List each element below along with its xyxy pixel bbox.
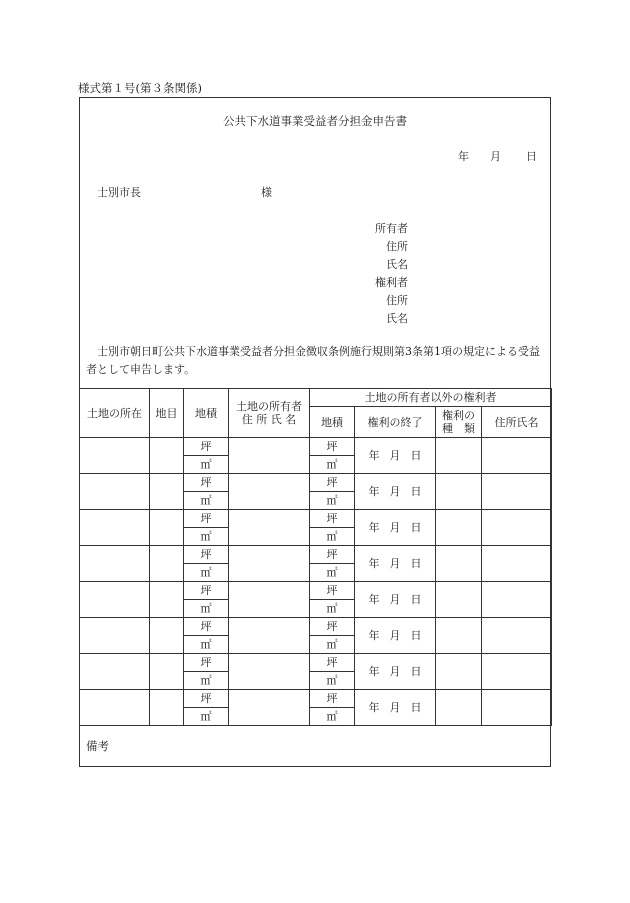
table-row — [80, 546, 552, 564]
area-tsubo-cell[interactable]: 坪 — [184, 690, 229, 708]
header-rights-type-line1: 権利の — [442, 409, 475, 422]
area-tsubo-cell[interactable]: 坪 — [184, 654, 229, 672]
rh-area-sqm-cell[interactable]: ㎡ — [310, 456, 355, 474]
owner-cell[interactable] — [229, 546, 310, 582]
rights-type-cell[interactable] — [436, 690, 482, 726]
header-lot-number: 地目 — [150, 389, 184, 438]
date-year: 年 — [458, 150, 469, 163]
form-number: 様式第１号(第３条関係) — [78, 81, 202, 95]
rh-area-tsubo-cell[interactable]: 坪 — [310, 582, 355, 600]
table-row — [80, 582, 552, 600]
form-title: 公共下水道事業受益者分担金申告書 — [223, 114, 407, 128]
header-land-location: 土地の所在 — [80, 389, 150, 438]
lot-number-cell[interactable] — [150, 690, 184, 726]
address-name-cell[interactable] — [482, 582, 552, 618]
table-row — [80, 474, 552, 492]
area-sqm-cell[interactable]: ㎡ — [184, 492, 229, 510]
table-row — [80, 510, 552, 528]
rh-area-tsubo-cell[interactable]: 坪 — [310, 546, 355, 564]
land-table — [79, 388, 552, 726]
area-sqm-cell[interactable]: ㎡ — [184, 708, 229, 726]
rh-area-sqm-cell[interactable]: ㎡ — [310, 708, 355, 726]
area-tsubo-cell[interactable]: 坪 — [184, 582, 229, 600]
land-location-cell[interactable] — [80, 438, 150, 474]
rh-area-sqm-cell[interactable]: ㎡ — [310, 672, 355, 690]
rights-end-year: 年 — [368, 521, 380, 534]
rights-end-month: 月 — [389, 521, 401, 534]
owner-name-label: 氏名 — [386, 258, 408, 271]
area-tsubo-cell[interactable]: 坪 — [184, 618, 229, 636]
land-location-cell[interactable] — [80, 546, 150, 582]
header-owner-line1: 土地の所有者 — [236, 400, 302, 413]
rh-area-tsubo-cell[interactable]: 坪 — [310, 438, 355, 456]
header-area: 地積 — [184, 389, 229, 438]
lot-number-cell[interactable] — [150, 438, 184, 474]
address-name-cell[interactable] — [482, 510, 552, 546]
address-name-cell[interactable] — [482, 618, 552, 654]
rights-end-day: 日 — [410, 629, 422, 642]
area-sqm-cell[interactable]: ㎡ — [184, 528, 229, 546]
address-name-cell[interactable] — [482, 546, 552, 582]
table-row — [80, 690, 552, 708]
owner-label: 所有者 — [375, 222, 408, 235]
lot-number-cell[interactable] — [150, 654, 184, 690]
owner-cell[interactable] — [229, 474, 310, 510]
header-address-name: 住所氏名 — [482, 407, 552, 438]
date-day: 日 — [526, 150, 537, 163]
rights-end-month: 月 — [389, 629, 401, 642]
rh-area-tsubo-cell[interactable]: 坪 — [310, 510, 355, 528]
rights-type-cell[interactable] — [436, 474, 482, 510]
date-month: 月 — [490, 150, 501, 163]
land-location-cell[interactable] — [80, 510, 150, 546]
area-sqm-cell[interactable]: ㎡ — [184, 636, 229, 654]
rights-end-year: 年 — [368, 557, 380, 570]
lot-number-cell[interactable] — [150, 618, 184, 654]
address-name-cell[interactable] — [482, 474, 552, 510]
header-owner — [229, 389, 310, 438]
header-other-rights-holder: 土地の所有者以外の権利者 — [310, 389, 552, 407]
rh-area-tsubo-cell[interactable]: 坪 — [310, 654, 355, 672]
rights-end-month: 月 — [389, 449, 401, 462]
rights-end-month: 月 — [389, 557, 401, 570]
owner-cell[interactable] — [229, 582, 310, 618]
rights-type-cell[interactable] — [436, 582, 482, 618]
rights-end-day: 日 — [410, 701, 422, 714]
owner-cell[interactable] — [229, 510, 310, 546]
table-row — [80, 654, 552, 672]
rights-end-date-cell[interactable] — [355, 582, 436, 618]
rights-end-month: 月 — [389, 665, 401, 678]
header-rh-area: 地積 — [310, 407, 355, 438]
rights-end-year: 年 — [368, 701, 380, 714]
land-location-cell[interactable] — [80, 582, 150, 618]
declaration-form — [79, 97, 551, 767]
rights-type-cell[interactable] — [436, 438, 482, 474]
rights-holder-label: 権利者 — [375, 276, 408, 289]
rights-end-day: 日 — [410, 485, 422, 498]
rights-end-month: 月 — [389, 485, 401, 498]
owner-cell[interactable] — [229, 438, 310, 474]
rights-type-cell[interactable] — [436, 618, 482, 654]
lot-number-cell[interactable] — [150, 510, 184, 546]
rh-area-sqm-cell[interactable]: ㎡ — [310, 636, 355, 654]
rights-end-year: 年 — [368, 629, 380, 642]
table-row — [80, 438, 552, 456]
area-sqm-cell[interactable]: ㎡ — [184, 564, 229, 582]
owner-cell[interactable] — [229, 690, 310, 726]
rh-area-tsubo-cell[interactable]: 坪 — [310, 618, 355, 636]
table-row — [80, 618, 552, 636]
declaration-statement: 士別市朝日町公共下水道事業受益者分担金徴収条例施行規則第3条第1項の規定による受益者として申告します。 — [86, 345, 540, 376]
rights-type-cell[interactable] — [436, 510, 482, 546]
rights-end-month: 月 — [389, 593, 401, 606]
rh-area-sqm-cell[interactable]: ㎡ — [310, 600, 355, 618]
rights-end-day: 日 — [410, 557, 422, 570]
remarks-label: 備考 — [86, 739, 109, 753]
area-sqm-cell[interactable]: ㎡ — [184, 456, 229, 474]
rights-end-date-cell[interactable] — [355, 690, 436, 726]
header-rights-type — [436, 407, 482, 438]
addressee-mayor: 士別市長 — [97, 186, 141, 199]
header-rights-type-line2: 種 類 — [442, 422, 475, 435]
land-location-cell[interactable] — [80, 474, 150, 510]
rights-end-month: 月 — [389, 701, 401, 714]
address-name-cell[interactable] — [482, 690, 552, 726]
rights-end-date-cell[interactable] — [355, 654, 436, 690]
address-name-cell[interactable] — [482, 654, 552, 690]
rights-end-date-cell[interactable] — [355, 546, 436, 582]
area-sqm-cell[interactable]: ㎡ — [184, 672, 229, 690]
area-tsubo-cell[interactable]: 坪 — [184, 474, 229, 492]
area-sqm-cell[interactable]: ㎡ — [184, 600, 229, 618]
rights-end-day: 日 — [410, 521, 422, 534]
owner-address-label: 住所 — [386, 240, 408, 253]
rights-holder-address-label: 住所 — [386, 294, 408, 307]
rh-area-sqm-cell[interactable]: ㎡ — [310, 564, 355, 582]
rights-end-day: 日 — [410, 449, 422, 462]
rh-area-sqm-cell[interactable]: ㎡ — [310, 528, 355, 546]
land-location-cell[interactable] — [80, 690, 150, 726]
rh-area-tsubo-cell[interactable]: 坪 — [310, 690, 355, 708]
rights-end-date-cell[interactable] — [355, 474, 436, 510]
rights-end-year: 年 — [368, 485, 380, 498]
rights-end-year: 年 — [368, 593, 380, 606]
owner-cell[interactable] — [229, 654, 310, 690]
address-name-cell[interactable] — [482, 438, 552, 474]
addressee-sama: 様 — [261, 186, 272, 199]
rights-end-date-cell[interactable] — [355, 510, 436, 546]
lot-number-cell[interactable] — [150, 474, 184, 510]
rights-end-year: 年 — [368, 665, 380, 678]
area-tsubo-cell[interactable]: 坪 — [184, 546, 229, 564]
rights-holder-name-label: 氏名 — [386, 312, 408, 325]
owner-cell[interactable] — [229, 618, 310, 654]
area-tsubo-cell[interactable]: 坪 — [184, 438, 229, 456]
rights-end-day: 日 — [410, 665, 422, 678]
rights-end-date-cell[interactable] — [355, 438, 436, 474]
header-rights-end: 権利の終了 — [355, 407, 436, 438]
rights-end-date-cell[interactable] — [355, 618, 436, 654]
rh-area-sqm-cell[interactable]: ㎡ — [310, 492, 355, 510]
rights-end-year: 年 — [368, 449, 380, 462]
rights-type-cell[interactable] — [436, 654, 482, 690]
land-location-cell[interactable] — [80, 618, 150, 654]
land-location-cell[interactable] — [80, 654, 150, 690]
header-owner-line2: 住 所 氏 名 — [241, 413, 297, 426]
lot-number-cell[interactable] — [150, 582, 184, 618]
rights-type-cell[interactable] — [436, 546, 482, 582]
rights-end-day: 日 — [410, 593, 422, 606]
area-tsubo-cell[interactable]: 坪 — [184, 510, 229, 528]
rh-area-tsubo-cell[interactable]: 坪 — [310, 474, 355, 492]
lot-number-cell[interactable] — [150, 546, 184, 582]
